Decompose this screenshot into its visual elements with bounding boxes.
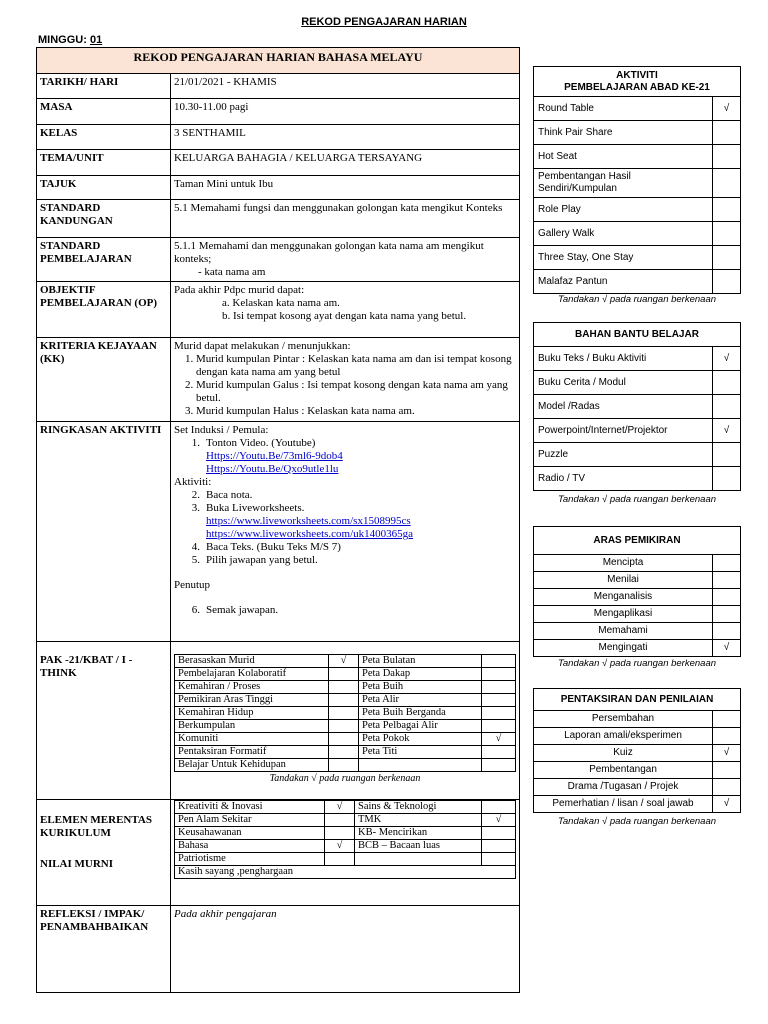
emk-label-cell <box>37 800 171 906</box>
tarikh-label: TARIKH/ HARI <box>37 74 171 99</box>
grid-cell: Peta Alir <box>359 694 482 707</box>
tick-cell[interactable] <box>482 707 516 720</box>
pentaksiran-tick-cell[interactable] <box>712 762 740 779</box>
tick-cell[interactable] <box>482 840 516 853</box>
grid-cell: Pen Alam Sekitar <box>175 814 325 827</box>
sk-label: STANDARD KANDUNGAN <box>37 200 171 238</box>
pentaksiran-item-label: Pemerhatian / lisan / soal jawab <box>534 796 713 813</box>
grid-row <box>175 720 516 733</box>
ra-step-3: Buka Liveworksheets. <box>206 502 305 514</box>
youtube-link-1[interactable]: Https://Youtu.Be/73ml6-9dob4 <box>206 450 343 462</box>
aktiviti_abad-row <box>534 145 741 169</box>
pentaksiran-tick-cell[interactable] <box>712 728 740 745</box>
ra-penutup: Penutup <box>174 579 211 591</box>
grid-cell: Peta Titi <box>359 746 482 759</box>
bahan-item-label: Buku Teks / Buku Aktiviti <box>534 347 713 371</box>
grid-cell: Kreativiti & Inovasi <box>175 801 325 814</box>
grid-row <box>175 814 516 827</box>
kk-item: 1. Murid kumpulan Pintar : Kelaskan kata nama am dan isi tempat kosong dengan kata nama am yang betul <box>196 353 516 379</box>
bahan-tick-cell[interactable] <box>712 467 740 491</box>
bahan-row <box>534 395 741 419</box>
bahan-tick-cell[interactable]: √ <box>712 347 740 371</box>
pentaksiran-title: PENTAKSIRAN DAN PENILAIAN <box>534 689 741 711</box>
tick-cell[interactable] <box>325 814 355 827</box>
tick-cell[interactable] <box>482 827 516 840</box>
pentaksiran-row <box>534 711 741 728</box>
week-value: 01 <box>89 34 103 46</box>
aktiviti_abad-item-label: Hot Seat <box>534 145 713 169</box>
grid-cell: Kemahiran / Proses <box>175 681 329 694</box>
pentaksiran-table <box>533 688 741 813</box>
ra-num: 6. <box>191 604 200 616</box>
aras-row <box>534 640 741 657</box>
grid-cell: Berasaskan Murid <box>175 655 329 668</box>
grid-cell: Pembelajaran Kolaboratif <box>175 668 329 681</box>
grid-row <box>175 668 516 681</box>
bahan-item-label: Powerpoint/Internet/Projektor <box>534 419 713 443</box>
ra-label: RINGKASAN AKTIVITI <box>37 422 171 642</box>
aktiviti_abad-row <box>534 246 741 270</box>
bahan-tick-cell[interactable] <box>712 371 740 395</box>
pentaksiran-tick-cell[interactable]: √ <box>712 796 740 813</box>
tick-cell[interactable]: √ <box>482 814 516 827</box>
grid-cell: Keusahawanan <box>175 827 325 840</box>
ra-cell <box>171 422 520 642</box>
pentaksiran-tick-cell[interactable] <box>712 779 740 796</box>
grid-row <box>175 746 516 759</box>
tick-cell[interactable] <box>482 853 516 866</box>
grid-cell: TMK <box>355 814 482 827</box>
pak-grid <box>174 654 516 772</box>
aras-note: Tandakan √ pada ruangan berkenaan <box>557 658 717 669</box>
ra-num: 4. <box>191 541 200 553</box>
pentaksiran-item-label: Persembahan <box>534 711 713 728</box>
tema-label: TEMA/UNIT <box>37 150 171 176</box>
lesson-record-table <box>36 47 520 993</box>
grid-row <box>175 759 516 772</box>
tick-cell[interactable] <box>482 694 516 707</box>
aktiviti_abad-tick-cell[interactable]: √ <box>712 97 740 121</box>
grid-row <box>175 853 516 866</box>
aktiviti-abad-table <box>533 66 741 294</box>
bahan-item-label: Buku Cerita / Modul <box>534 371 713 395</box>
tick-cell[interactable]: √ <box>325 840 355 853</box>
nilai-label: NILAI MURNI <box>40 858 114 870</box>
tick-cell[interactable] <box>329 681 359 694</box>
pentaksiran-item-label: Drama /Tugasan / Projek <box>534 779 713 796</box>
aktiviti_abad-item-label: Malafaz Pantun <box>534 270 713 294</box>
tajuk-label: TAJUK <box>37 176 171 200</box>
op-item: a. Kelaskan kata nama am. <box>222 297 340 309</box>
aktiviti-abad-note: Tandakan √ pada ruangan berkenaan <box>557 294 717 305</box>
aktiviti_abad-item-label: Think Pair Share <box>534 121 713 145</box>
grid-row <box>175 681 516 694</box>
tick-cell[interactable] <box>329 694 359 707</box>
aras-row <box>534 589 741 606</box>
refleksi-value: Pada akhir pengajaran <box>171 906 520 993</box>
pentaksiran-row <box>534 796 741 813</box>
bahan-tick-cell[interactable] <box>712 395 740 419</box>
bahan-tick-cell[interactable] <box>712 443 740 467</box>
bahan-row <box>534 443 741 467</box>
liveworksheets-link-2[interactable]: https://www.liveworksheets.com/uk1400365ga <box>206 528 414 540</box>
pentaksiran-note: Tandakan √ pada ruangan berkenaan <box>557 816 717 827</box>
tick-cell[interactable] <box>482 801 516 814</box>
aras-row <box>534 606 741 623</box>
aras-row <box>534 623 741 640</box>
aktiviti_abad-row <box>534 97 741 121</box>
aras-row <box>534 555 741 572</box>
pentaksiran-row <box>534 779 741 796</box>
kk-item: 3. Murid kumpulan Halus : Kelaskan kata nama am. <box>196 405 516 418</box>
ra-step-5: Pilih jawapan yang betul. <box>206 554 318 566</box>
grid-cell: Peta Buih <box>359 681 482 694</box>
pentaksiran-row <box>534 762 741 779</box>
grid-cell: BCB – Bacaan luas <box>355 840 482 853</box>
pentaksiran-row <box>534 745 741 762</box>
aktiviti_abad-tick-cell[interactable] <box>712 198 740 222</box>
ra-aktiviti: Aktiviti: <box>174 476 212 488</box>
pentaksiran-item-label: Pembentangan <box>534 762 713 779</box>
tick-cell[interactable] <box>482 759 516 772</box>
tick-cell[interactable] <box>329 733 359 746</box>
bahan-item-label: Model /Radas <box>534 395 713 419</box>
tick-cell[interactable] <box>325 827 355 840</box>
tick-cell[interactable] <box>329 707 359 720</box>
bahan-row <box>534 347 741 371</box>
ra-step-6: Semak jawapan. <box>206 604 279 616</box>
ra-set-induksi: Set Induksi / Pemula: <box>174 424 269 436</box>
grid-cell: Peta Bulatan <box>359 655 482 668</box>
ra-num: 3. <box>191 502 200 514</box>
aras-tick-cell[interactable] <box>712 572 740 589</box>
aktiviti-abad-title-1: AKTIVITI <box>616 69 658 81</box>
grid-row <box>175 840 516 853</box>
grid-row <box>175 801 516 814</box>
emk-label: ELEMEN MERENTAS KURIKULUM <box>40 814 152 839</box>
emk-grid <box>174 800 516 879</box>
op-label: OBJEKTIF PEMBELAJARAN (OP) <box>37 282 171 338</box>
pak-label: PAK -21/KBAT / I - THINK <box>37 642 171 800</box>
week-label-text: MINGGU: <box>38 34 87 46</box>
grid-cell: Bahasa <box>175 840 325 853</box>
aktiviti_abad-row <box>534 270 741 294</box>
nilai-murni-value: Kasih sayang ,penghargaan <box>175 866 516 879</box>
bahan-title: BAHAN BANTU BELAJAR <box>534 323 741 347</box>
pentaksiran-item-label: Laporan amali/eksperimen <box>534 728 713 745</box>
aras-tick-cell[interactable]: √ <box>712 640 740 657</box>
grid-cell: Berkumpulan <box>175 720 329 733</box>
aktiviti_abad-row <box>534 198 741 222</box>
aktiviti-abad-title-2: PEMBELAJARAN ABAD KE-21 <box>564 81 710 93</box>
tick-cell[interactable]: √ <box>329 655 359 668</box>
tema-value: KELUARGA BAHAGIA / KELUARGA TERSAYANG <box>171 150 520 176</box>
pentaksiran-tick-cell[interactable]: √ <box>712 745 740 762</box>
tick-cell[interactable] <box>329 759 359 772</box>
grid-cell: Belajar Untuk Kehidupan <box>175 759 329 772</box>
tarikh-value: 21/01/2021 - KHAMIS <box>171 74 520 99</box>
grid-row <box>175 655 516 668</box>
aktiviti_abad-item-label: Round Table <box>534 97 713 121</box>
bahan-item-label: Radio / TV <box>534 467 713 491</box>
grid-cell: Pentaksiran Formatif <box>175 746 329 759</box>
aktiviti_abad-item-label: Role Play <box>534 198 713 222</box>
sp-sub: - kata nama am <box>198 266 266 278</box>
tick-cell[interactable] <box>482 681 516 694</box>
grid-row <box>175 707 516 720</box>
aktiviti-abad-title <box>534 67 741 97</box>
grid-cell: Kemahiran Hidup <box>175 707 329 720</box>
youtube-link-2[interactable]: Https://Youtu.Be/Qxo9utle1lu <box>206 463 339 475</box>
refleksi-label: REFLEKSI / IMPAK/ PENAMBAHBAIKAN <box>37 906 171 993</box>
week-label <box>38 34 102 46</box>
bahan-row <box>534 419 741 443</box>
aras-item-label: Menilai <box>534 572 713 589</box>
masa-label: MASA <box>37 99 171 125</box>
kk-label: KRITERIA KEJAYAAN (KK) <box>37 338 171 422</box>
ra-step-4: Baca Teks. (Buku Teks M/S 7) <box>206 541 341 553</box>
tick-cell[interactable] <box>329 720 359 733</box>
tick-cell[interactable] <box>482 746 516 759</box>
aras-item-label: Menganalisis <box>534 589 713 606</box>
grid-cell <box>359 759 482 772</box>
aras-tick-cell[interactable] <box>712 623 740 640</box>
aktiviti_abad-tick-cell[interactable] <box>712 222 740 246</box>
aktiviti_abad-row <box>534 121 741 145</box>
tick-cell[interactable] <box>482 720 516 733</box>
tick-cell[interactable] <box>329 668 359 681</box>
kelas-label: KELAS <box>37 125 171 150</box>
grid-cell: Sains & Teknologi <box>355 801 482 814</box>
document-title: REKOD PENGAJARAN HARIAN <box>301 16 467 28</box>
sp-label: STANDARD PEMBELAJARAN <box>37 238 171 282</box>
bahan-tick-cell[interactable]: √ <box>712 419 740 443</box>
kelas-value: 3 SENTHAMIL <box>171 125 520 150</box>
tick-cell[interactable] <box>325 853 355 866</box>
grid-cell: KB- Mencirikan <box>355 827 482 840</box>
grid-cell: Peta Dakap <box>359 668 482 681</box>
sp-value: 5.1.1 Memahami dan menggunakan golongan kata nama am mengikut konteks; <box>174 240 484 265</box>
bahan-table <box>533 322 741 491</box>
grid-cell: Patriotisme <box>175 853 325 866</box>
bahan-note: Tandakan √ pada ruangan berkenaan <box>557 494 717 505</box>
aktiviti_abad-row <box>534 222 741 246</box>
pak-note: Tandakan √ pada ruangan berkenaan <box>269 773 421 784</box>
aras-item-label: Mengaplikasi <box>534 606 713 623</box>
op-intro: Pada akhir Pdpc murid dapat: <box>174 284 305 296</box>
op-cell <box>171 282 520 338</box>
grid-row <box>175 827 516 840</box>
ra-step-1: Tonton Video. (Youtube) <box>206 437 316 449</box>
pentaksiran-item-label: Kuiz <box>534 745 713 762</box>
bahan-item-label: Puzzle <box>534 443 713 467</box>
grid-cell: Pemikiran Aras Tinggi <box>175 694 329 707</box>
grid-cell: Peta Buih Berganda <box>359 707 482 720</box>
aras-table <box>533 526 741 657</box>
aras-item-label: Mencipta <box>534 555 713 572</box>
aktiviti_abad-item-label: Pembentangan Hasil Sendiri/Kumpulan <box>534 169 713 198</box>
sk-value: 5.1 Memahami fungsi dan menggunakan golongan kata mengikut Konteks <box>171 200 520 238</box>
grid-cell <box>355 853 482 866</box>
aras-row <box>534 572 741 589</box>
grid-cell: Peta Pelbagai Alir <box>359 720 482 733</box>
aktiviti_abad-tick-cell[interactable] <box>712 246 740 270</box>
tick-cell[interactable] <box>482 668 516 681</box>
pak-cell <box>171 642 520 800</box>
tick-cell[interactable]: √ <box>325 801 355 814</box>
tick-cell[interactable]: √ <box>482 733 516 746</box>
tick-cell[interactable] <box>482 655 516 668</box>
sp-cell <box>171 238 520 282</box>
aras-item-label: Mengingati <box>534 640 713 657</box>
bahan-row <box>534 371 741 395</box>
aras-tick-cell[interactable] <box>712 606 740 623</box>
tajuk-value: Taman Mini untuk Ibu <box>171 176 520 200</box>
aktiviti_abad-row <box>534 169 741 198</box>
aras-tick-cell[interactable] <box>712 589 740 606</box>
bahan-row <box>534 467 741 491</box>
aktiviti_abad-item-label: Three Stay, One Stay <box>534 246 713 270</box>
main-header: REKOD PENGAJARAN HARIAN BAHASA MELAYU <box>37 48 520 74</box>
aras-tick-cell[interactable] <box>712 555 740 572</box>
aras-item-label: Memahami <box>534 623 713 640</box>
tick-cell[interactable] <box>329 746 359 759</box>
kk-item: 2. Murid kumpulan Galus : Isi tempat kosong dengan kata nama am yang betul. <box>196 379 516 405</box>
masa-value: 10.30-11.00 pagi <box>171 99 520 125</box>
grid-row <box>175 733 516 746</box>
kk-cell <box>171 338 520 422</box>
pentaksiran-tick-cell[interactable] <box>712 711 740 728</box>
aktiviti_abad-tick-cell[interactable] <box>712 169 740 198</box>
grid-row <box>175 694 516 707</box>
ra-num: 2. <box>191 489 200 501</box>
ra-num: 1. <box>191 437 200 449</box>
ra-step-2: Baca nota. <box>206 489 253 501</box>
kk-intro: Murid dapat melakukan / menunjukkan: <box>174 340 351 352</box>
grid-cell: Komuniti <box>175 733 329 746</box>
emk-cell <box>171 800 520 906</box>
aktiviti_abad-tick-cell[interactable] <box>712 270 740 294</box>
ra-num: 5. <box>191 554 200 566</box>
grid-cell: Peta Pokok <box>359 733 482 746</box>
aktiviti_abad-tick-cell[interactable] <box>712 145 740 169</box>
aras-title: ARAS PEMIKIRAN <box>534 527 741 555</box>
pentaksiran-row <box>534 728 741 745</box>
op-item: b. Isi tempat kosong ayat dengan kata nama yang betul. <box>222 310 467 322</box>
aktiviti_abad-item-label: Gallery Walk <box>534 222 713 246</box>
liveworksheets-link-1[interactable]: https://www.liveworksheets.com/sx1508995cs <box>206 515 411 527</box>
aktiviti_abad-tick-cell[interactable] <box>712 121 740 145</box>
